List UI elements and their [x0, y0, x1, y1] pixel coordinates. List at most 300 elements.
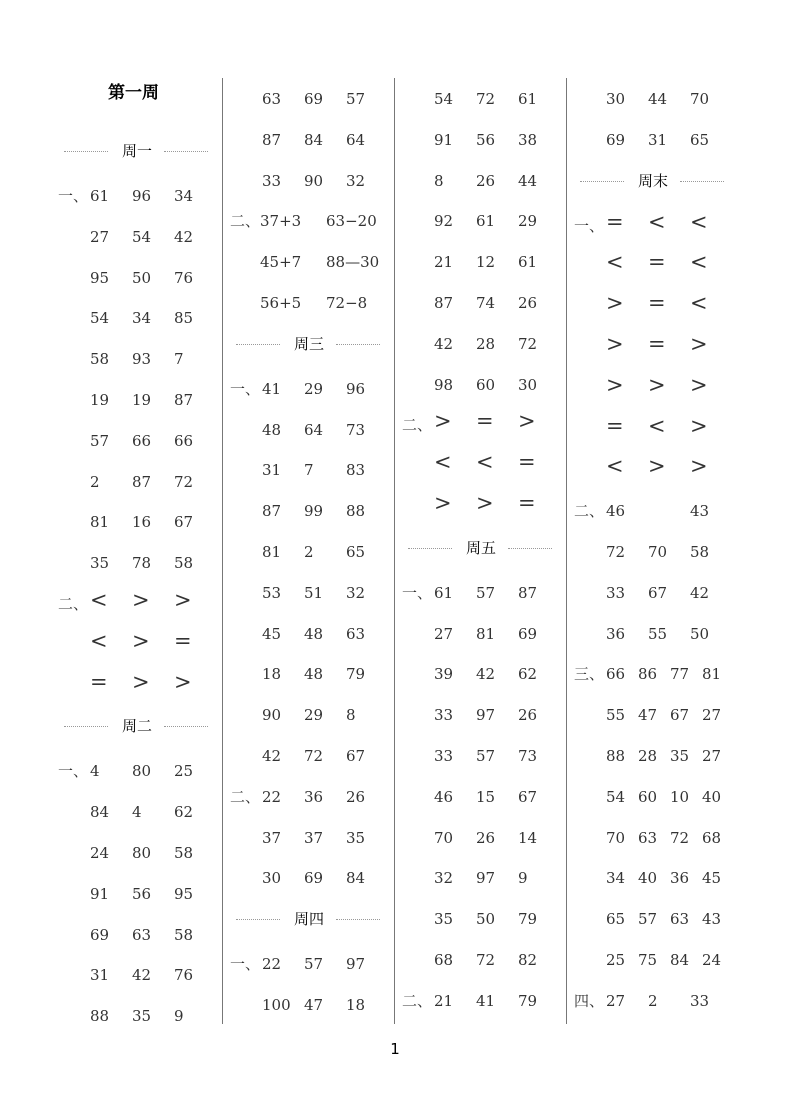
answer-value: 12 [476, 253, 496, 272]
comparison-row [58, 590, 218, 614]
answer-row [574, 89, 734, 113]
answer-value: 26 [476, 171, 496, 190]
answer-value: 70 [434, 828, 454, 847]
answer-value: 35 [132, 1007, 152, 1026]
answer-value: 100 [262, 996, 291, 1014]
answer-value: 90 [304, 171, 324, 190]
answer-value: 48 [262, 420, 282, 439]
comparison-symbol: < [606, 250, 624, 275]
question-number: 三、 [574, 665, 605, 684]
answer-value: 14 [518, 828, 538, 847]
answer-value: 78 [132, 554, 152, 573]
day-heading: 周二 [122, 717, 153, 736]
answer-row [402, 89, 562, 113]
answer-value: 84 [670, 951, 690, 969]
comparison-symbol: = [174, 628, 192, 653]
answer-row [58, 802, 218, 826]
column-divider [222, 78, 223, 1024]
answer-value: 30 [606, 90, 626, 108]
answer-value: 66 [174, 431, 194, 450]
answer-value: 64 [346, 130, 366, 149]
answer-value: 96 [132, 187, 152, 205]
answer-value: 26 [476, 828, 496, 847]
answer-value: 72 [518, 334, 538, 353]
answer-row [402, 293, 562, 317]
answer-value: 76 [174, 268, 194, 287]
answer-row [402, 334, 562, 358]
page-title: 第一周 [108, 83, 159, 103]
answer-row [230, 787, 390, 811]
answer-value: 65 [346, 543, 366, 561]
answer-value: 36 [606, 624, 626, 643]
answer-value: 37+3 [260, 212, 302, 231]
comparison-symbol: > [648, 454, 666, 479]
answer-value: 69 [304, 90, 324, 108]
answer-row [402, 664, 562, 688]
answer-value: 61 [434, 583, 454, 602]
answer-value: 93 [132, 350, 152, 369]
answer-value: 57 [346, 90, 366, 108]
answer-value: 63 [346, 624, 366, 643]
answer-value: 45+7 [260, 253, 302, 272]
question-number: 四、 [574, 991, 605, 1010]
answer-value: 19 [132, 391, 152, 409]
answer-row [574, 130, 734, 154]
answer-value: 33 [434, 706, 454, 725]
answer-value: 76 [174, 966, 194, 985]
answer-value: 75 [638, 951, 658, 969]
answer-row [58, 884, 218, 908]
comparison-symbol: > [174, 588, 192, 612]
answer-value: 27 [434, 624, 454, 643]
heading-dotted-rule [164, 726, 208, 727]
answer-value: 67 [346, 747, 366, 765]
answer-row [230, 954, 390, 978]
answer-row [230, 379, 390, 403]
answer-value: 33 [690, 991, 710, 1010]
answer-value: 57 [304, 955, 324, 974]
answer-value: 29 [304, 379, 324, 398]
answer-value: 87 [262, 502, 282, 521]
answer-value: 8 [434, 171, 444, 190]
answer-value: 31 [90, 966, 110, 985]
answer-value: 97 [476, 706, 496, 725]
comparison-symbol: < [90, 588, 108, 612]
day-heading: 周一 [122, 142, 153, 160]
heading-dotted-rule [64, 726, 108, 727]
comparison-symbol: = [648, 332, 666, 356]
comparison-symbol: > [518, 409, 536, 434]
answer-value: 61 [518, 90, 538, 108]
comparison-symbol: > [690, 372, 708, 397]
comparison-symbol: > [606, 372, 624, 397]
answer-row [230, 130, 390, 154]
column-divider [394, 78, 395, 1024]
answer-value: 35 [346, 828, 366, 847]
answer-value: 25 [174, 762, 194, 781]
answer-row [230, 171, 390, 195]
answer-row [402, 375, 562, 399]
answer-value: 87 [132, 472, 152, 491]
answer-value: 72−8 [326, 294, 368, 312]
answer-value: 63 [262, 90, 282, 108]
question-number: 一、 [230, 955, 261, 974]
answer-value: 31 [648, 130, 668, 149]
answer-value: 2 [304, 543, 314, 561]
answer-value: 88 [606, 747, 626, 765]
answer-value: 46 [434, 787, 454, 806]
answer-row [230, 89, 390, 113]
comparison-symbol: < [648, 209, 666, 234]
answer-row [574, 542, 734, 566]
answer-value: 35 [434, 910, 454, 929]
answer-value: 50 [476, 910, 496, 929]
comparison-symbol: = [648, 291, 666, 316]
answer-value: 22 [262, 787, 282, 806]
answer-value: 70 [606, 828, 626, 847]
answer-row [58, 761, 218, 785]
comparison-symbol: > [690, 413, 708, 438]
answer-value: 72 [606, 543, 626, 561]
answer-value: 55 [606, 706, 626, 725]
comparison-row [58, 669, 218, 696]
answer-value: 79 [346, 665, 366, 684]
answer-value: 28 [638, 747, 658, 765]
answer-row [402, 746, 562, 770]
answer-row [402, 868, 562, 892]
answer-value: 33 [434, 747, 454, 765]
answer-value: 34 [132, 309, 152, 328]
answer-value: 37 [262, 828, 282, 847]
answer-value: 72 [304, 747, 324, 765]
day-heading: 周五 [466, 538, 497, 557]
answer-value: 84 [304, 130, 324, 149]
answer-row [230, 460, 390, 484]
answer-row [402, 252, 562, 276]
answer-value: 73 [346, 420, 366, 439]
comparison-row [574, 372, 734, 399]
answer-row [574, 787, 734, 811]
comparison-row [574, 252, 734, 276]
answer-value: 4 [90, 762, 100, 781]
answer-row [58, 925, 218, 949]
answer-value: 70 [648, 543, 668, 561]
answer-value: 34 [606, 869, 626, 888]
comparison-symbol: > [476, 491, 494, 515]
answer-value: 87 [518, 583, 538, 602]
answer-value: 27 [606, 991, 626, 1010]
comparison-row [402, 493, 562, 517]
answer-row [230, 293, 390, 317]
heading-dotted-rule [408, 548, 452, 549]
answer-row [230, 624, 390, 648]
answer-value: 29 [518, 212, 538, 231]
heading-dotted-rule [508, 548, 552, 549]
answer-row [58, 512, 218, 536]
answer-value: 73 [518, 747, 538, 765]
answer-value: 37 [304, 828, 324, 847]
day-heading: 周四 [294, 910, 325, 929]
answer-value: 97 [476, 869, 496, 888]
answer-row [58, 308, 218, 332]
answer-value: 82 [518, 951, 538, 969]
answer-value: 67 [670, 706, 690, 725]
answer-value: 69 [304, 869, 324, 888]
answer-value: 15 [476, 787, 496, 806]
answer-value: 83 [346, 461, 366, 480]
answer-value: 68 [434, 951, 454, 969]
answer-value: 26 [518, 706, 538, 725]
answer-value: 42 [174, 227, 194, 246]
answer-value: 42 [434, 334, 454, 353]
answer-value: 16 [132, 513, 152, 532]
heading-dotted-rule [236, 919, 280, 920]
comparison-symbol: > [606, 332, 624, 356]
answer-value: 72 [174, 472, 194, 491]
comparison-row [574, 209, 734, 236]
answer-row [574, 868, 734, 892]
answer-row [230, 995, 390, 1019]
answer-value: 44 [518, 171, 538, 190]
answer-value: 61 [90, 187, 110, 205]
question-number: 二、 [230, 212, 261, 231]
answer-value: 47 [304, 996, 324, 1014]
answer-row [574, 583, 734, 607]
heading-dotted-rule [336, 919, 380, 920]
answer-row [402, 624, 562, 648]
comparison-symbol: > [132, 669, 150, 694]
answer-value: 98 [434, 375, 454, 394]
page-number: 1 [390, 1040, 400, 1058]
answer-value: 72 [670, 828, 690, 847]
comparison-symbol: < [434, 450, 452, 475]
answer-value: 58 [174, 554, 194, 573]
comparison-symbol: > [174, 669, 192, 694]
answer-value: 18 [346, 996, 366, 1014]
comparison-row [402, 452, 562, 476]
answer-value: 40 [702, 787, 722, 806]
answer-value: 56 [476, 130, 496, 149]
answer-row [402, 991, 562, 1015]
answer-value: 77 [670, 665, 690, 684]
answer-value: 32 [434, 869, 454, 888]
answer-value: 33 [606, 583, 626, 602]
answer-value: 84 [90, 803, 110, 822]
answer-value: 8 [346, 706, 356, 725]
answer-value: 61 [518, 253, 538, 272]
answer-row [230, 705, 390, 729]
comparison-row [574, 456, 734, 480]
answer-value: 63 [638, 828, 658, 847]
answer-value: 67 [518, 787, 538, 806]
comparison-symbol: < [690, 250, 708, 275]
answer-value: 81 [702, 665, 722, 684]
answer-value: 66 [606, 665, 626, 684]
answer-row [402, 705, 562, 729]
answer-row [402, 787, 562, 811]
answer-value: 81 [262, 543, 282, 561]
comparison-symbol: < [690, 209, 708, 234]
answer-row [58, 965, 218, 989]
comparison-symbol: = [476, 409, 494, 434]
answer-value: 62 [518, 665, 538, 684]
answer-value: 33 [262, 171, 282, 190]
comparison-symbol: < [648, 413, 666, 438]
answer-row [574, 664, 734, 688]
answer-row [58, 186, 218, 210]
answer-value: 64 [304, 420, 324, 439]
answer-value: 36 [304, 787, 324, 806]
answer-value: 92 [434, 212, 454, 231]
answer-value: 45 [702, 869, 722, 888]
answer-value: 43 [690, 502, 710, 521]
answer-value: 63 [670, 910, 690, 929]
comparison-symbol: > [648, 372, 666, 397]
answer-row [574, 624, 734, 648]
answer-value: 50 [690, 624, 710, 643]
heading-dotted-rule [580, 181, 624, 182]
answer-row [58, 227, 218, 251]
answer-value: 61 [476, 212, 496, 231]
answer-value: 43 [702, 910, 722, 929]
answer-value: 69 [606, 130, 626, 149]
answer-value: 70 [690, 90, 710, 108]
answer-row [574, 501, 734, 525]
heading-dotted-rule [236, 344, 280, 345]
answer-value: 58 [174, 844, 194, 862]
answer-row [574, 746, 734, 770]
answer-value: 47 [638, 706, 658, 725]
answer-value: 69 [90, 925, 110, 944]
answer-value: 27 [90, 227, 110, 246]
answer-value: 80 [132, 762, 152, 781]
question-number: 二、 [230, 787, 261, 806]
answer-row [58, 349, 218, 373]
answer-value: 66 [132, 431, 152, 450]
comparison-row [58, 628, 218, 655]
answer-row [58, 843, 218, 867]
answer-value: 30 [262, 869, 282, 888]
answer-value: 7 [174, 350, 184, 369]
answer-value: 91 [434, 130, 454, 149]
answer-row [230, 746, 390, 770]
question-number: 一、 [58, 762, 89, 781]
answer-value: 60 [476, 375, 496, 394]
answer-value: 48 [304, 665, 324, 684]
answer-row [402, 211, 562, 235]
answer-row [574, 705, 734, 729]
answer-row [402, 828, 562, 852]
answer-value: 42 [132, 966, 152, 985]
heading-dotted-rule [64, 151, 108, 152]
answer-value: 80 [132, 844, 152, 862]
comparison-symbol: = [518, 491, 536, 515]
answer-value: 54 [434, 90, 454, 108]
answer-value: 72 [476, 90, 496, 108]
comparison-row [402, 411, 562, 435]
answer-value: 54 [132, 227, 152, 246]
question-number: 二、 [402, 416, 433, 435]
answer-value: 87 [262, 130, 282, 149]
answer-value: 28 [476, 334, 496, 353]
answer-value: 88 [346, 502, 366, 521]
answer-value: 97 [346, 955, 366, 974]
answer-value: 44 [648, 90, 668, 108]
answer-value: 58 [174, 925, 194, 944]
answer-value: 4 [132, 803, 142, 822]
answer-value: 26 [518, 294, 538, 312]
answer-value: 69 [518, 624, 538, 643]
comparison-row [574, 293, 734, 317]
answer-row [230, 828, 390, 852]
question-number: 二、 [58, 595, 89, 613]
answer-value: 45 [262, 624, 282, 643]
answer-value: 79 [518, 991, 538, 1010]
answer-value: 48 [304, 624, 324, 643]
answer-value: 74 [476, 294, 496, 312]
comparison-symbol: < [690, 291, 708, 316]
answer-row [58, 431, 218, 455]
answer-value: 58 [690, 543, 710, 561]
answer-value: 90 [262, 706, 282, 725]
comparison-row [574, 413, 734, 440]
comparison-symbol: > [606, 291, 624, 316]
answer-row [402, 171, 562, 195]
question-number: 一、 [574, 216, 605, 235]
answer-value: 21 [434, 253, 454, 272]
answer-value: 24 [702, 951, 722, 969]
answer-value: 41 [262, 379, 282, 398]
answer-value: 42 [476, 665, 496, 684]
answer-value: 67 [174, 513, 194, 532]
answer-value: 68 [702, 828, 722, 847]
answer-value: 81 [476, 624, 496, 643]
answer-value: 63−20 [326, 212, 377, 231]
answer-row [402, 583, 562, 607]
comparison-symbol: > [132, 628, 150, 653]
answer-value: 65 [606, 910, 626, 929]
comparison-symbol: = [606, 209, 624, 234]
answer-value: 29 [304, 706, 324, 725]
answer-row [58, 553, 218, 577]
answer-value: 57 [90, 431, 110, 450]
answer-value: 2 [90, 472, 100, 491]
answer-value: 10 [670, 787, 690, 806]
answer-value: 85 [174, 309, 194, 328]
answer-value: 95 [90, 268, 110, 287]
answer-value: 42 [690, 583, 710, 602]
answer-row [58, 472, 218, 496]
answer-value: 51 [304, 583, 324, 602]
answer-row [230, 211, 390, 235]
comparison-symbol: > [690, 454, 708, 479]
answer-value: 27 [702, 706, 722, 725]
comparison-symbol: > [690, 332, 708, 356]
comparison-symbol: > [434, 409, 452, 434]
answer-value: 72 [476, 951, 496, 969]
question-number: 二、 [402, 991, 433, 1010]
answer-row [402, 130, 562, 154]
answer-value: 81 [90, 513, 110, 532]
answer-value: 62 [174, 803, 194, 822]
answer-row [58, 390, 218, 414]
answer-row [58, 1006, 218, 1030]
heading-dotted-rule [680, 181, 724, 182]
answer-row [230, 501, 390, 525]
answer-value: 30 [518, 375, 538, 394]
answer-value: 35 [90, 554, 110, 573]
question-number: 二、 [574, 502, 605, 521]
